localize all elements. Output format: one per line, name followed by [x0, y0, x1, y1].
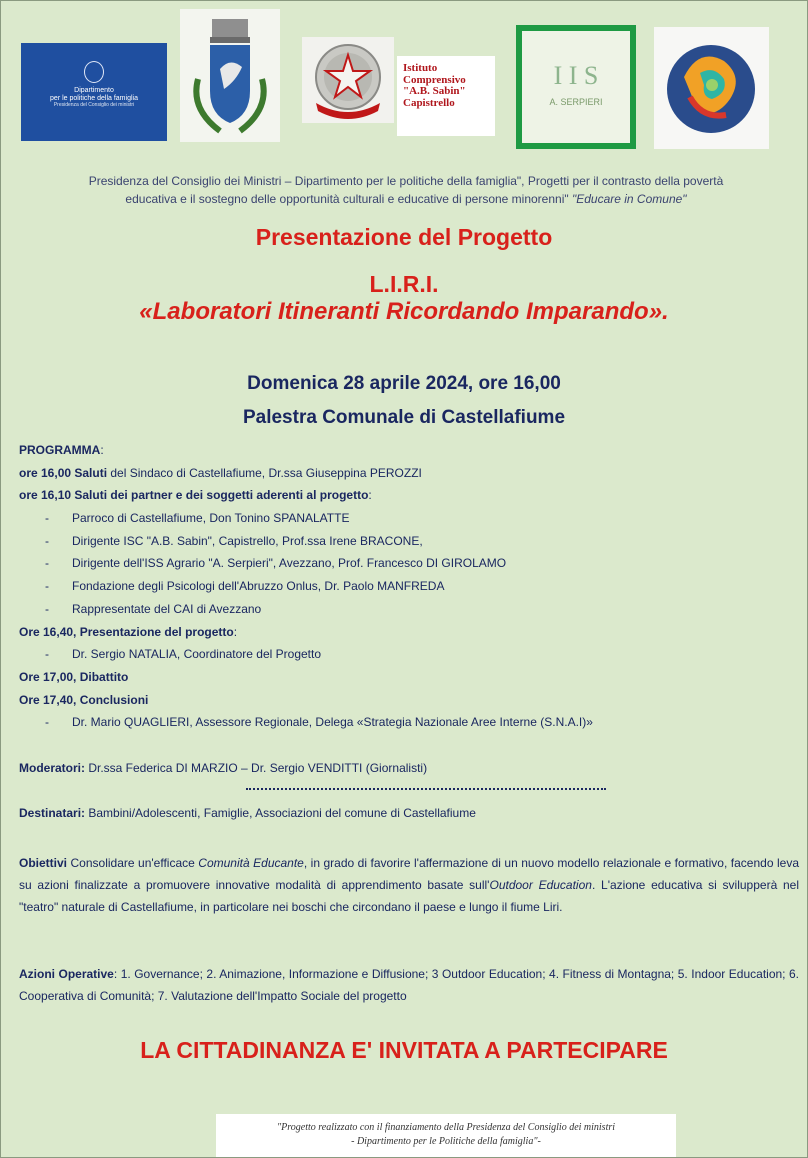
isc-sabin-logo	[397, 56, 495, 136]
objectives-text-3: . L'azione educativa si svilupperà nel "teatro" naturale di Castellafiume, in particolare nei boschi che circondano il paese e lungo il fiume Liri.	[19, 878, 799, 914]
intro-line1: Presidenza del Consiglio dei Ministri – Dipartimento per le politiche della famiglia", Progetti per il contrasto della povertà	[88, 174, 724, 188]
serpieri-logo-name: A. SERPIERI	[549, 97, 603, 107]
invitation-banner: LA CITTADINANZA E' INVITATA A PARTECIPARE	[140, 1037, 668, 1063]
dept-logo-line1: Dipartimento	[74, 87, 114, 94]
project-acronym: L.I.R.I.	[369, 271, 439, 297]
objectives-italic-2: Outdoor Education	[489, 878, 592, 892]
moderators	[19, 761, 427, 775]
programme-time-1740: Ore 17,40, Conclusioni	[19, 692, 149, 707]
audience-text: Bambini/Adolescenti, Famiglie, Associazioni del comune di Castellafiume	[85, 806, 476, 820]
objectives-text-1: Consolidare un'efficace	[67, 856, 199, 870]
fondazione-psicologi-logo	[654, 27, 769, 149]
list-item: Fondazione degli Psicologi dell'Abruzzo Onlus, Dr. Paolo MANFREDA	[72, 579, 445, 594]
intro-text	[31, 172, 781, 208]
actions-label: Azioni Operative	[19, 967, 114, 981]
dotted-divider	[246, 788, 606, 790]
psychologists-foundation-icon	[654, 27, 769, 149]
intro-line2: educativa e il sostegno delle opportunità culturali e educative di persone minorenni"	[125, 192, 569, 206]
footer-line2: - Dipartimento per le Politiche della famiglia"-	[351, 1136, 541, 1147]
programme: PROGRAMMA: ore 16,00 Saluti del Sindaco di Castellafiume, Dr.ssa Giuseppina PEROZZI ore 16,10 Saluti dei partner e dei soggetti aderenti al progetto: - Parroco di Castellafiume, Don Tonino SPANALATTE - Dirigente ISC "A.B. Sabin", Capistrello, Prof.ssa Irene BRACONE, - Dirigente dell'ISS Agrario "A. Serpieri", Avezzano, Prof. Francesco DI GIROLAMO - Fondazione degli Psicologi dell'Abruzzo Onlus, Dr. Paolo MANFREDA - Rappresentate del CAI di Avezzano Ore 16,40, Presentazione del progetto: - Dr. Sergio NATALIA, Coordinatore del Progetto Ore 17,00, Dibattito Ore 17,40, Conclusioni - Dr. Mario QUAGLIERI, Assessore Regionale, Delega «Strategia Nazionale Aree Interne (S.N.A.I)»	[19, 443, 593, 730]
event-place: Palestra Comunale di Castellafiume	[242, 407, 566, 428]
programme-time-1700: Ore 17,00, Dibattito	[19, 669, 129, 684]
audience-label: Destinatari:	[19, 806, 86, 820]
list-item: Dirigente dell'ISS Agrario "A. Serpieri", Avezzano, Prof. Francesco DI GIROLAMO	[72, 556, 507, 571]
footer-line1: "Progetto realizzato con il finanziamento della Presidenza del Consiglio dei ministri	[276, 1122, 616, 1133]
moderators-label: Moderatori:	[19, 761, 85, 775]
audience	[19, 806, 476, 820]
dept-logo-line3: Presidenza del Consiglio dei ministri	[53, 102, 135, 109]
list-item: Dirigente ISC "A.B. Sabin", Capistrello, Prof.ssa Irene BRACONE,	[72, 533, 423, 548]
intro-line2-italic: "Educare in Comune"	[571, 192, 687, 206]
isc-logo-line2: Comprensivo	[403, 73, 466, 86]
page-title: Presentazione del Progetto	[255, 224, 553, 250]
programme-time-1600: ore 16,00 Saluti	[19, 465, 108, 480]
list-item: Dr. Sergio NATALIA, Coordinatore del Progetto	[72, 647, 322, 662]
serpieri-logo-letters: I I S	[553, 61, 599, 90]
star-emblem-icon	[302, 37, 394, 123]
programme-heading: PROGRAMMA	[19, 443, 101, 457]
programme-text-1600: del Sindaco di Castellafiume, Dr.ssa Giuseppina PEROZZI	[107, 465, 422, 480]
dept-logo-line2: per le politiche della famiglia	[50, 95, 138, 103]
isc-logo-line1: Istituto	[403, 62, 438, 74]
funding-footer	[216, 1114, 676, 1157]
isc-logo-line3: "A.B. Sabin"	[403, 85, 466, 98]
iis-serpieri-logo	[516, 25, 636, 149]
moderators-text: Dr.ssa Federica DI MARZIO – Dr. Sergio VENDITTI (Giornalisti)	[85, 761, 428, 775]
republic-emblem-logo	[302, 37, 394, 123]
objectives-text-2: , in grado di favorire l'affermazione di un nuovo modello relazionale e formativo, facendo leva su azioni finalizzate a promuovere innovative modalità di apprendimento basate sull'	[19, 856, 799, 892]
objectives-label: Obiettivi	[19, 856, 68, 870]
operational-actions	[19, 963, 799, 1007]
emblem-icon	[84, 61, 104, 83]
logo-bar	[1, 9, 807, 144]
list-item: Parroco di Castellafiume, Don Tonino SPANALATTE	[72, 511, 350, 526]
actions-text: : 1. Governance; 2. Animazione, Informazione e Diffusione; 3 Outdoor Education; 4. Fitness di Montagna; 5. Indoor Education; 6. Cooperativa di Comunità; 7. Valutazione dell'Impatto Sociale del progetto	[19, 967, 800, 1003]
programme-time-1640: Ore 16,40, Presentazione del progetto	[19, 624, 234, 639]
project-subtitle: «Laboratori Itineranti Ricordando Imparando».	[139, 298, 669, 325]
objectives-italic-1: Comunità Educante	[198, 856, 304, 870]
list-item: Rappresentate del CAI di Avezzano	[72, 601, 262, 616]
isc-logo-line4: Capistrello	[403, 96, 455, 109]
programme-time-1610: ore 16,10 Saluti dei partner e dei soggetti aderenti al progetto	[19, 488, 369, 503]
list-item: Dr. Mario QUAGLIERI, Assessore Regionale, Delega «Strategia Nazionale Aree Interne (S.N.A.I)»	[72, 715, 593, 730]
objectives	[19, 852, 799, 918]
department-logo	[21, 43, 167, 141]
coat-of-arms-icon	[180, 9, 280, 142]
event-date: Domenica 28 aprile 2024, ore 16,00	[247, 373, 561, 394]
municipal-coat-of-arms-logo	[180, 9, 280, 142]
